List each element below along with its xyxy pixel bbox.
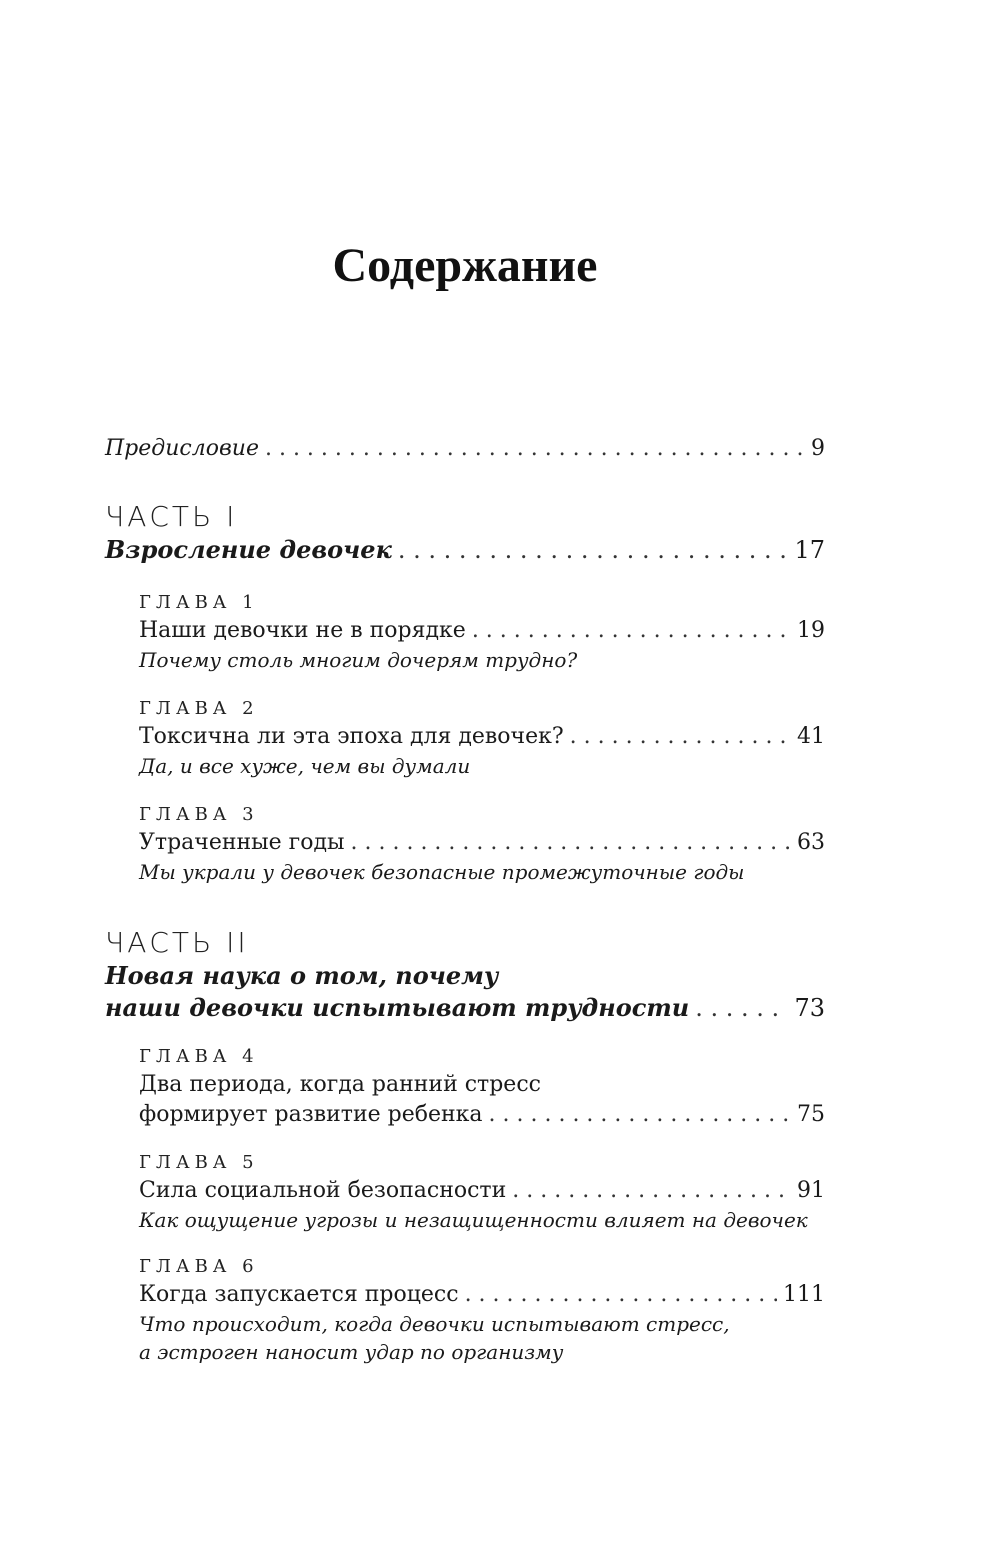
toc-chapter-2 — [139, 696, 825, 780]
chapter-subtitle: Да, и все хуже, чем вы думали — [139, 754, 471, 778]
page-number: 19 — [797, 618, 825, 643]
part-label: ЧАСТЬ I — [105, 500, 238, 533]
dot-leader — [695, 992, 788, 1024]
toc-entry-chapter-6[interactable] — [139, 1280, 825, 1310]
chapter-label: ГЛАВА 3 — [139, 804, 259, 825]
chapter-title: Утраченные годы — [139, 830, 345, 855]
page-number: 75 — [797, 1102, 825, 1127]
toc-entry-chapter-4[interactable] — [139, 1100, 825, 1130]
dot-leader — [465, 1280, 777, 1310]
part-title: Взросление девочек — [105, 535, 392, 564]
chapter-title-line-1: Два периода, когда ранний стресс — [139, 1072, 541, 1097]
chapter-label: ГЛАВА 2 — [139, 698, 259, 719]
chapter-title: Токсична ли эта эпоха для девочек? — [139, 724, 564, 749]
toc-chapter-4 — [139, 1044, 825, 1130]
page-number: 73 — [794, 994, 825, 1022]
chapter-subtitle: а эстроген наносит удар по организму — [139, 1340, 564, 1364]
page-number: 91 — [797, 1178, 825, 1203]
toc-chapter-1 — [139, 590, 825, 674]
chapter-subtitle: Что происходит, когда девочки испытывают стресс, — [139, 1312, 730, 1336]
toc-entry-chapter-3[interactable] — [139, 828, 825, 858]
dot-leader — [570, 722, 791, 752]
page-number: 17 — [794, 536, 825, 564]
toc-entry-chapter-1[interactable] — [139, 616, 825, 646]
toc-entry-chapter-2[interactable] — [139, 722, 825, 752]
chapter-subtitle: Почему столь многим дочерям трудно? — [139, 648, 578, 672]
chapter-subtitle: Как ощущение угрозы и незащищенности влияет на девочек — [139, 1208, 808, 1232]
dot-leader — [351, 828, 791, 858]
chapter-title: Сила социальной безопасности — [139, 1178, 507, 1203]
toc-chapter-6 — [139, 1254, 825, 1366]
chapter-title: формирует развитие ребенка — [139, 1102, 483, 1127]
part-title-line-1: Новая наука о том, почему — [105, 961, 499, 990]
dot-leader — [398, 534, 789, 566]
page-number: 41 — [797, 724, 825, 749]
dot-leader — [489, 1100, 791, 1130]
toc-chapter-5 — [139, 1150, 825, 1234]
toc-part-2 — [105, 926, 825, 1366]
page-number: 111 — [783, 1282, 825, 1307]
dot-leader — [512, 1176, 791, 1206]
toc-entry-preface[interactable] — [105, 434, 825, 464]
page-number: 9 — [811, 436, 825, 461]
chapter-label: ГЛАВА 5 — [139, 1152, 259, 1173]
chapter-label: ГЛАВА 6 — [139, 1256, 259, 1277]
toc-entry-chapter-5[interactable] — [139, 1176, 825, 1206]
table-of-contents — [105, 434, 825, 1366]
part-title: наши девочки испытывают трудности — [105, 993, 690, 1022]
dot-leader — [472, 616, 791, 646]
dot-leader — [265, 434, 805, 464]
chapter-label: ГЛАВА 4 — [139, 1046, 259, 1067]
page-number: 63 — [797, 830, 825, 855]
toc-entry-part-2[interactable] — [105, 992, 825, 1024]
toc-chapter-3 — [139, 802, 825, 886]
entry-title: Предисловие — [105, 436, 259, 461]
part-label: ЧАСТЬ II — [105, 926, 249, 959]
page-title: Содержание — [332, 239, 598, 292]
chapter-title: Наши девочки не в порядке — [139, 618, 466, 643]
chapter-title: Когда запускается процесс — [139, 1282, 459, 1307]
toc-part-1 — [105, 500, 825, 886]
toc-entry-part-1[interactable] — [105, 534, 825, 566]
chapter-label: ГЛАВА 1 — [139, 592, 259, 613]
chapter-subtitle: Мы украли у девочек безопасные промежуточные годы — [139, 860, 745, 884]
